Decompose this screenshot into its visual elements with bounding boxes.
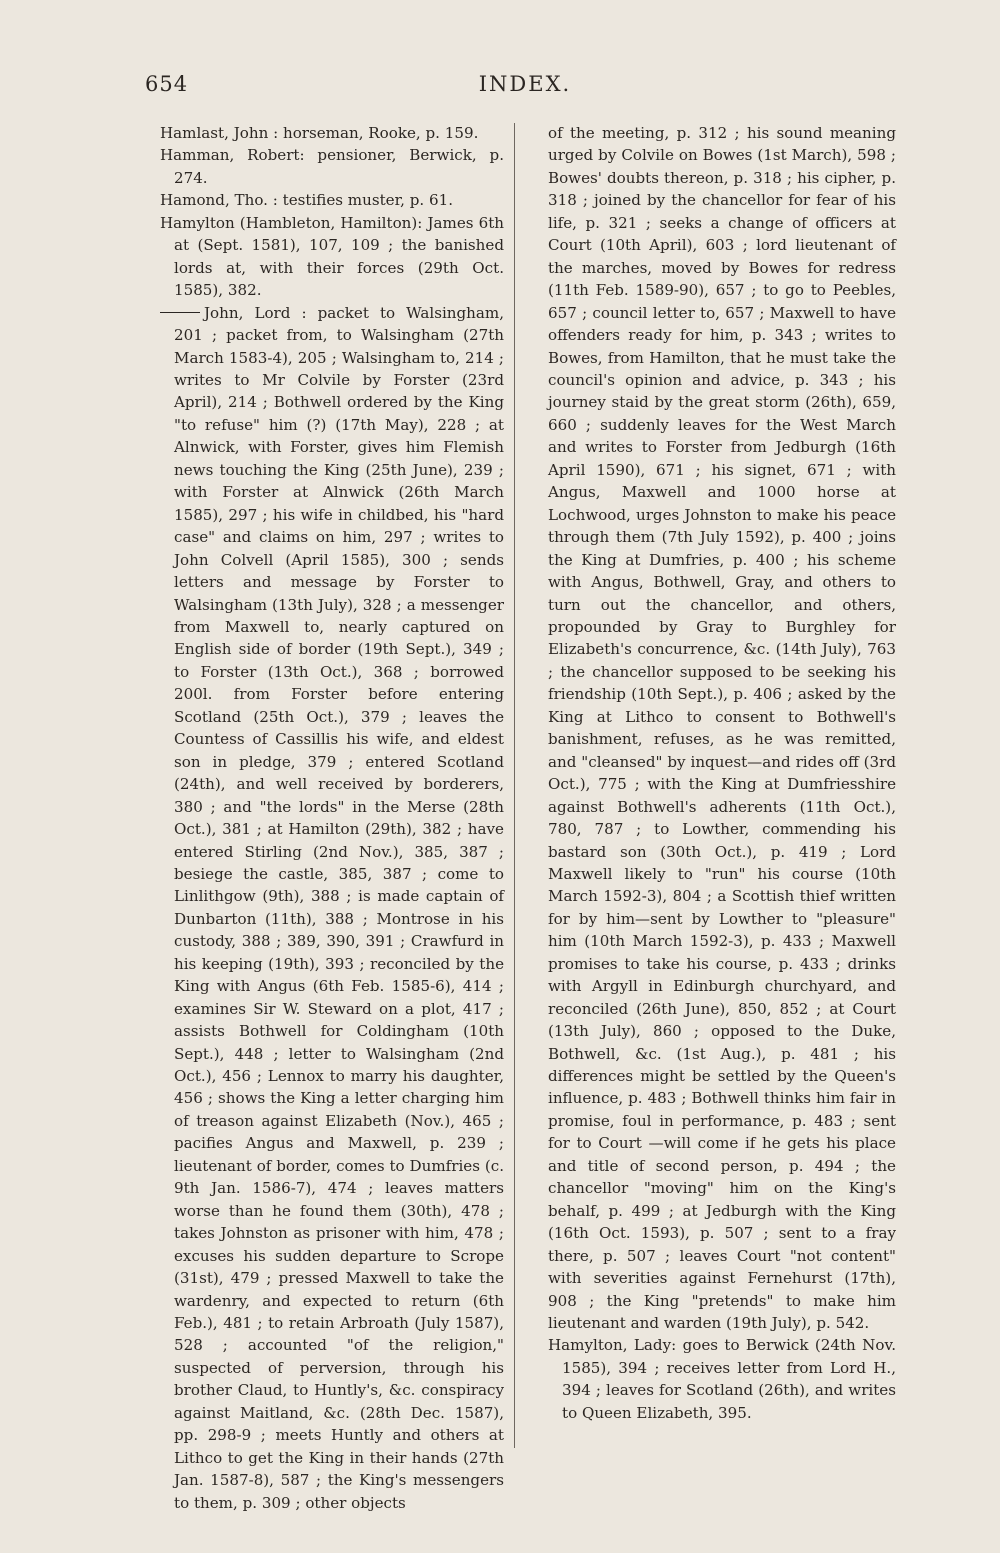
index-entry-hamlast: Hamlast, John : horseman, Rooke, p. 159. [160, 124, 479, 142]
page-header [145, 72, 905, 108]
subentry-text: John, Lord : packet to Walsingham, 201 ; packet from, to Walsingham (27th March 1583-4), 205 ; Walsingham to, 214 ; writes to Mr Colvile by Forster (23rd April), 214 ; Bothwell ordered by the King "to refuse" him (?) (17th May), 228 ; at Alnwick, with Forster, gives him Flemish news touching the King (25th June), 239 ; with Forster at Alnwick (26th March 1585), 297 ; his wife in childbed, his "hard case" and claims on him, 297 ; writes to John Colvell (April 1585), 300 ; sends letters and message by Forster to Walsingham (13th July), 328 ; a messenger from Maxwell to, nearly captured on English side of border (19th Sept.), 349 ; to Forster (13th Oct.), 368 ; borrowed 200l. from Forster before entering Scotland (25th Oct.), 379 ; leaves the Countess of Cassillis his wife, and eldest son in pledge, 379 ; entered Scotland (24th), and well received by borderers, 380 ; and "the lords" in the Merse (28th Oct.), 381 ; at Hamilton (29th), 382 ; have entered Stirling (2nd Nov.), 385, 387 ; besiege the castle, 385, 387 ; come to Linlithgow (9th), 388 ; is made captain of Dunbarton (11th), 388 ; Montrose in his custody, 388 ; 389, 390, 391 ; Crawfurd in his keeping (19th), 393 ; reconciled by the King with Angus (6th Feb. 1585-6), 414 ; examines Sir W. Steward on a plot, 417 ; assists Bothwell for Coldingham (10th Sept.), 448 ; letter to Walsingham (2nd Oct.), 456 ; Lennox to marry his daughter, 456 ; shows the King a letter charging him of treason against Elizabeth (Nov.), 465 ; pacifies Angus and Maxwell, p. 239 ; lieutenant of border, comes to Dumfries (c. 9th Jan. 1586-7), 474 ; leaves matters worse than he found them (30th), 478 ; takes Johnston as prisoner with him, 478 ; excuses his sudden departure to Scrope (31st), 479 ; pressed Maxwell to take the wardenry, and expected to return (6th Feb.), 481 ; to retain Arbroath (July 1587), 528 ; accounted "of the religion," suspected of perversion, through his brother Claud, to Huntly's, &c. conspiracy against Maitland, &c. (28th Dec. 1587), pp. 298-9 ; meets Huntly and others at Lithco to get the King in their hands (27th Jan. 1587-8), 587 ; the King's messengers to them, p. 309 ; other objects [174, 303, 504, 1512]
column-divider [514, 123, 515, 1448]
index-entry-hamond: Hamond, Tho. : testifies muster, p. 61. [160, 191, 454, 210]
index-entry-hamman: Hamman, Robert: pensioner, Berwick, p. 274. [160, 146, 504, 187]
left-column [160, 122, 504, 1514]
index-entry-hamylton: Hamylton (Hambleton, Hamilton): James 6th at (Sept. 1581), 107, 109 ; the banished lords at, with their forces (29th Oct. 1585), 382. [160, 213, 504, 300]
ditto-dash [160, 312, 200, 313]
index-subentry-continuation: of the meeting, p. 312 ; his sound meaning urged by Colvile on Bowes (1st March), 598 ; Bowes' doubts thereon, p. 318 ; his cipher, p. 318 ; joined by the chancellor for fear of his life, p. 321 ; seeks a change of officers at Court (10th April), 603 ; lord lieutenant of the marches, moved by Bowes for redress (11th Feb. 1589-90), 657 ; to go to Peebles, 657 ; council letter to, 657 ; Maxwell to have offenders ready for him, p. 343 ; writes to Bowes, from Hamilton, that he must take the council's opinion and advice, p. 343 ; his journey staid by the great storm (26th), 659, 660 ; suddenly leaves for the West March and writes to Forster from Jedburgh (16th April 1590), 671 ; his signet, 671 ; with Angus, Maxwell and 1000 horse at Lochwood, urges Johnston to make his peace through them (7th July 1592), p. 400 ; joins the King at Dumfries, p. 400 ; his scheme with Angus, Bothwell, Gray, and others to turn out the chancellor, and others, propounded by Gray to Burghley for Elizabeth's concurrence, &c. (14th July), 763 ; the chancellor supposed to be seeking his friendship (10th Sept.), p. 406 ; asked by the King at Lithco to consent to Bothwell's banishment, refuses, as he was remitted, and "cleansed" by inquest—and rides off (3rd Oct.), 775 ; with the King at Dumfriesshire against Bothwell's adherents (11th Oct.), 780, 787 ; to Lowther, commending his bastard son (30th Oct.), p. 419 ; Lord Maxwell likely to "run" his course (10th March 1592-3), 804 ; a Scottish thief written for by him—sent by Lowther to "pleasure" him (10th March 1592-3), p. 433 ; Maxwell promises to take his course, p. 433 ; drinks with Argyll in Edinburgh churchyard, and reconciled (26th June), 850, 852 ; at Court (13th July), 860 ; opposed to the Duke, Bothwell, &c. (1st Aug.), p. 481 ; his differences might be settled by the Queen's influence, p. 483 ; Bothwell thinks him fair in promise, foul in performance, p. 483 ; sent for to Court —will come if he gets his place and title of second person, p. 494 ; the chancellor "moving" him on the King's behalf, p. 499 ; at Jedburgh with the King (16th Oct. 1593), p. 507 ; sent to a fray there, p. 507 ; leaves Court "not content" with severities against Fernehurst (17th), 908 ; the King "pretends" to make him lieutenant and warden (19th July), p. 542. [548, 124, 896, 1333]
running-head: INDEX. [478, 72, 572, 96]
index-entry-hamylton-lady: Hamylton, Lady: goes to Berwick (24th Nov. 1585), 394 ; receives letter from Lord H., 394 ; leaves for Scotland (26th), and writes to Queen Elizabeth, 395. [548, 1336, 896, 1422]
right-column [548, 122, 896, 1424]
index-subentry-john-lord [160, 302, 504, 1514]
page-number: 654 [145, 72, 189, 96]
